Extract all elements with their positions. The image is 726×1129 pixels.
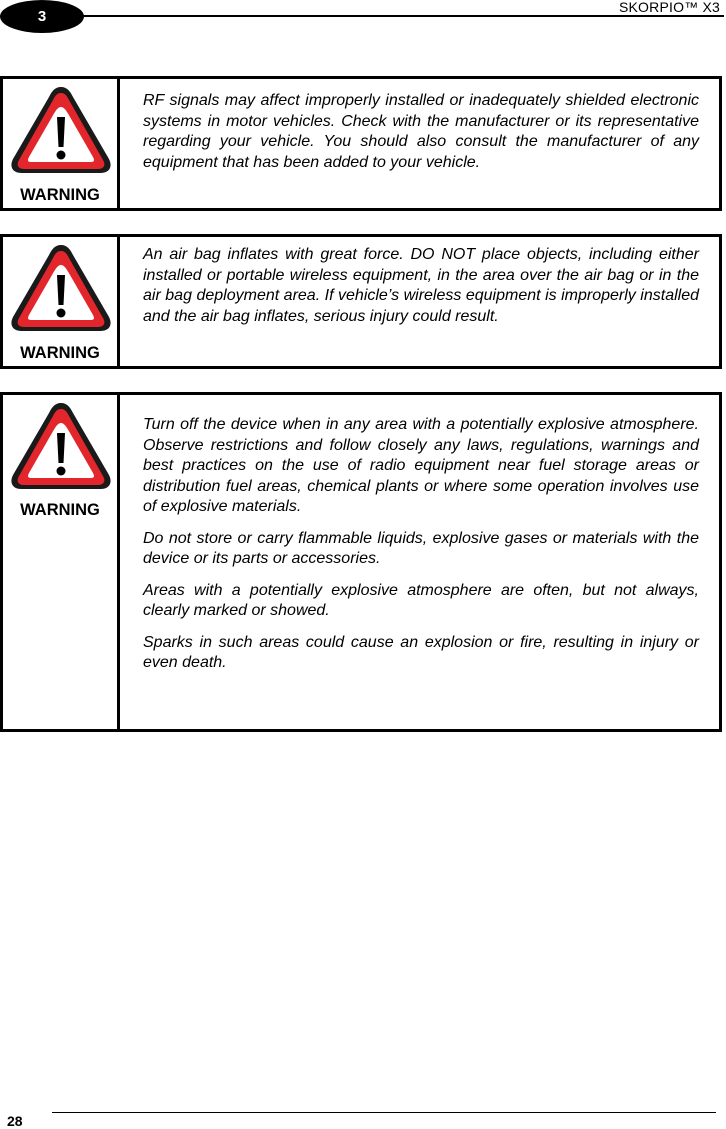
- page-number: 28: [7, 1113, 23, 1129]
- warning-box: [0, 234, 722, 369]
- warning-label: WARNING: [20, 186, 100, 204]
- warning-text: [143, 245, 699, 327]
- warning-box: [0, 76, 722, 211]
- warning-icon-cell: [3, 395, 120, 729]
- header-title: SKORPIO™ X3: [618, 0, 720, 15]
- header-rule: [80, 15, 724, 17]
- warning-label: WARNING: [20, 344, 100, 362]
- warning-paragraph: Areas with a potentially explosive atmosphere are often, but not always, clearly marked or showed.: [143, 581, 699, 619]
- warning-triangle-icon: [9, 399, 113, 493]
- warning-paragraph: An air bag inflates with great force. DO NOT place objects, including either installed or portable wireless equipment, in the area over the air bag or in the air bag deployment area. If vehicle’s wireless equipment is improperly installed and the air bag inflates, serious injury could result.: [143, 246, 699, 325]
- warning-text: [143, 415, 699, 674]
- warning-box: [0, 392, 722, 732]
- warning-paragraph: Do not store or carry flammable liquids, explosive gases or materials with the device or its parts or accessories.: [143, 529, 699, 567]
- warning-paragraph: Turn off the device when in any area with a potentially explosive atmosphere. Observe restrictions and follow closely any laws, regulations, warnings and best practices on the use of radio equipment near fuel storage areas or distribution fuel areas, chemical plants or where some operation involves use of explosive materials.: [143, 416, 699, 515]
- warning-icon-cell: [3, 79, 120, 208]
- warning-triangle-icon: [9, 83, 113, 177]
- warning-triangle-icon: [9, 241, 113, 335]
- warning-text: [143, 91, 699, 173]
- warning-paragraph: Sparks in such areas could cause an explosion or fire, resulting in injury or even death.: [143, 633, 699, 671]
- warning-icon-cell: [3, 237, 120, 366]
- warning-label: WARNING: [20, 501, 100, 519]
- warning-paragraph: RF signals may affect improperly installed or inadequately shielded electronic systems in motor vehicles. Check with the manufacturer or its representative regarding your vehicle. You should also consult the manufacturer of any equipment that has been added to your vehicle.: [143, 92, 699, 171]
- chapter-badge: 3: [0, 0, 84, 33]
- footer-rule: [52, 1112, 716, 1113]
